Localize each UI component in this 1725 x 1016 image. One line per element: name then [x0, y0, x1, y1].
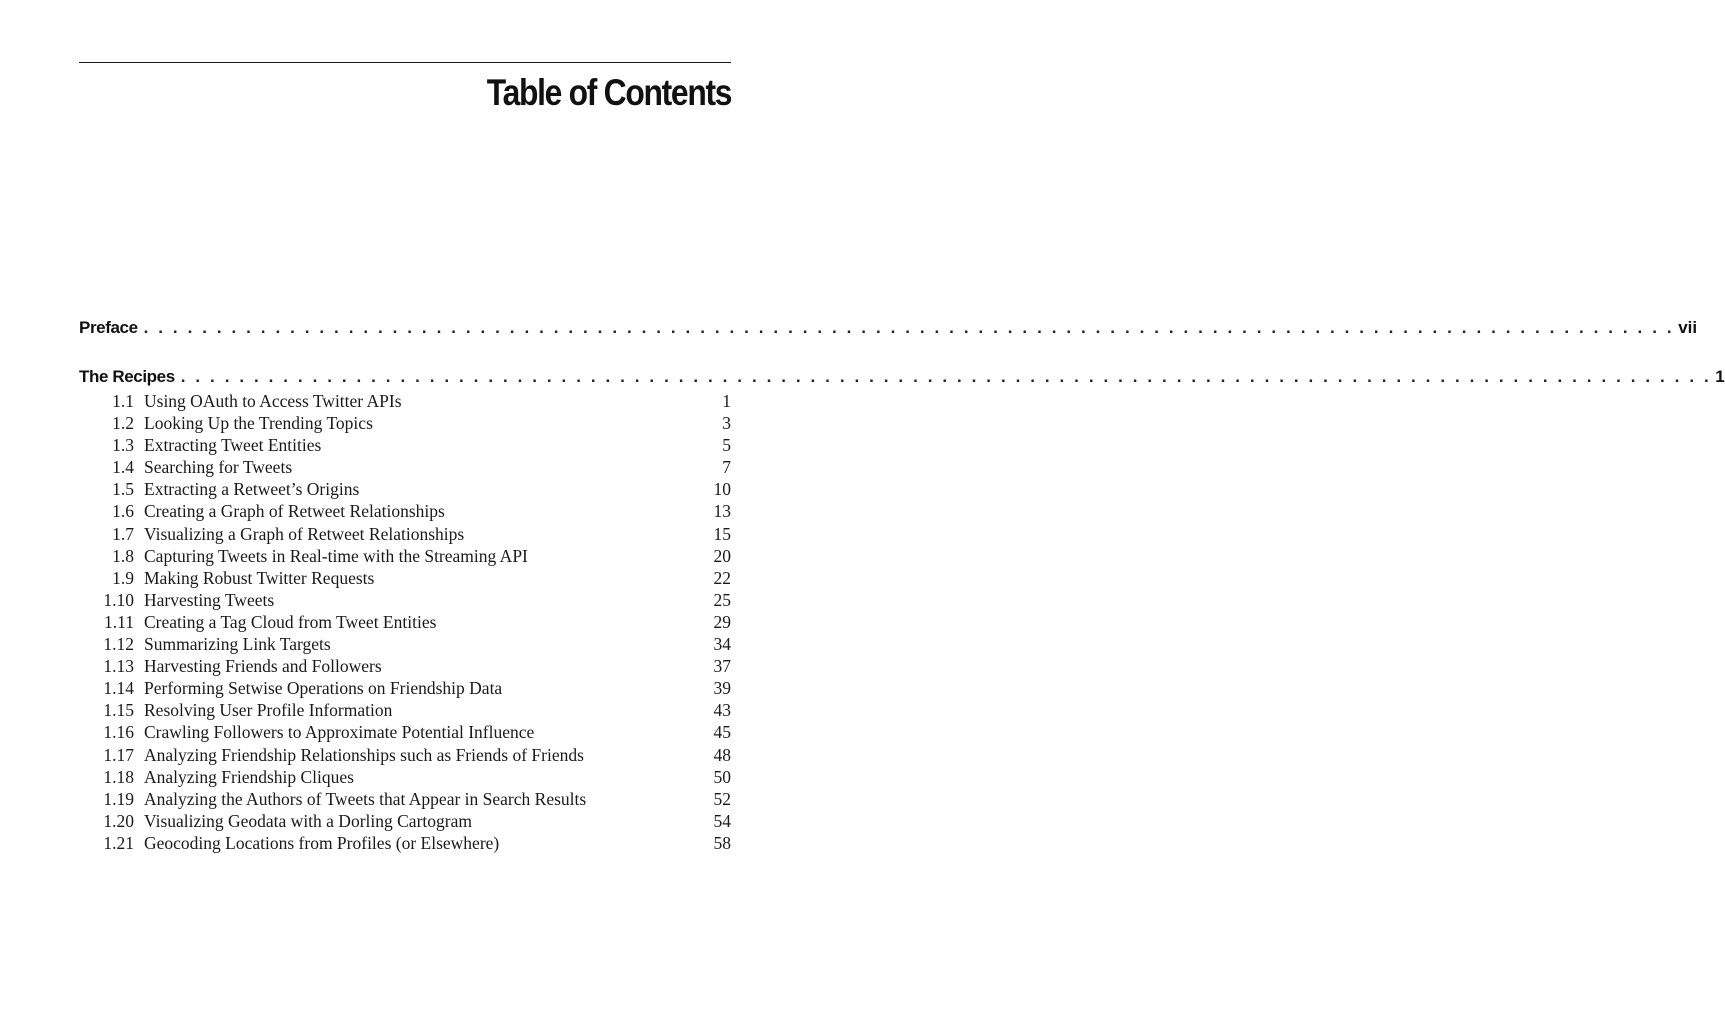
toc-entry[interactable]: [79, 789, 731, 811]
toc-entry[interactable]: [79, 656, 731, 678]
section-title: Making Robust Twitter Requests: [144, 567, 375, 588]
section-number: 1.10: [103, 589, 134, 610]
toc-entry[interactable]: [79, 501, 731, 523]
section-page: 50: [713, 766, 731, 787]
section-number: 1.13: [103, 656, 134, 677]
section-title: Capturing Tweets in Real-time with the Streaming API: [144, 545, 528, 566]
section-number: 1.5: [112, 479, 134, 500]
toc-entry[interactable]: [79, 833, 731, 855]
section-title: Visualizing a Graph of Retweet Relationships: [144, 523, 465, 544]
section-title: Analyzing the Authors of Tweets that Appear in Search Results: [144, 788, 587, 809]
section-number: 1.6: [112, 501, 134, 522]
section-number: 1.3: [112, 435, 134, 456]
toc-entry[interactable]: [79, 767, 731, 789]
section-number: 1.16: [103, 722, 134, 743]
chapter-page: vii: [1678, 318, 1698, 337]
section-page: 52: [713, 788, 731, 809]
section-title: Using OAuth to Access Twitter APIs: [144, 391, 402, 411]
section-page: 39: [713, 678, 731, 699]
section-number: 1.21: [103, 832, 134, 853]
section-page: 54: [713, 810, 731, 831]
section-number: 1.8: [112, 545, 134, 566]
section-number: 1.19: [103, 788, 134, 809]
section-number: 1.11: [104, 611, 134, 632]
section-title: Geocoding Locations from Profiles (or Elsewhere): [144, 832, 500, 853]
section-title: Creating a Graph of Retweet Relationships: [144, 501, 445, 522]
toc-chapter-the-recipes[interactable]: [79, 367, 1725, 389]
section-title: Resolving User Profile Information: [144, 700, 393, 721]
header-rule: [79, 62, 731, 63]
chapter-title: The Recipes: [79, 367, 175, 386]
toc-entry[interactable]: [79, 722, 731, 744]
toc-entry[interactable]: [79, 568, 731, 590]
section-page: 43: [713, 700, 731, 721]
section-page: 7: [722, 457, 731, 478]
toc-entry[interactable]: [79, 634, 731, 656]
section-page: 34: [713, 634, 731, 655]
chapter-title: Preface: [79, 318, 138, 337]
section-page: 5: [722, 435, 731, 456]
toc-entry[interactable]: [79, 811, 731, 833]
section-title: Extracting a Retweet’s Origins: [144, 479, 360, 500]
toc-entry[interactable]: [79, 413, 731, 435]
section-number: 1.9: [112, 567, 134, 588]
toc-entry[interactable]: [79, 546, 731, 568]
toc-section-list: [79, 391, 731, 855]
section-page: 1: [722, 391, 731, 411]
section-number: 1.20: [103, 810, 134, 831]
section-number: 1.2: [112, 413, 134, 434]
toc-entry[interactable]: [79, 590, 731, 612]
section-number: 1.15: [103, 700, 134, 721]
toc-chapter-preface[interactable]: [79, 318, 1698, 340]
section-title: Visualizing Geodata with a Dorling Cartogram: [144, 810, 472, 831]
section-page: 25: [713, 589, 731, 610]
section-page: 48: [713, 744, 731, 765]
toc-entry[interactable]: [79, 700, 731, 722]
section-number: 1.7: [112, 523, 134, 544]
toc-entry[interactable]: [79, 678, 731, 700]
section-title: Analyzing Friendship Cliques: [144, 766, 354, 787]
section-number: 1.18: [103, 766, 134, 787]
section-title: Harvesting Tweets: [144, 589, 275, 610]
section-number: 1.17: [103, 744, 134, 765]
page-title: Table of Contents: [486, 72, 731, 113]
section-page: 29: [713, 611, 731, 632]
section-page: 15: [713, 523, 731, 544]
toc-entry[interactable]: [79, 479, 731, 501]
section-title: Harvesting Friends and Followers: [144, 656, 382, 677]
section-number: 1.1: [112, 391, 134, 411]
section-number: 1.4: [112, 457, 134, 478]
dot-leader: . . . . . . . . . . . . . . . . . . . . . . . . . . . . . . . . . . . . . . . . . . . . . . . . . . . . . . . . . . . . . . . . . . . . . . . . . . . . . . . . . . . . . . . . . . . . . . . . . . . . . . . . .: [180, 367, 1712, 386]
section-page: 37: [713, 656, 731, 677]
section-title: Crawling Followers to Approximate Potential Influence: [144, 722, 535, 743]
section-number: 1.12: [103, 634, 134, 655]
section-title: Searching for Tweets: [144, 457, 293, 478]
chapter-page: 1: [1715, 367, 1725, 386]
dot-leader: . . . . . . . . . . . . . . . . . . . . . . . . . . . . . . . . . . . . . . . . . . . . . . . . . . . . . . . . . . . . . . . . . . . . . . . . . . . . . . . . . . . . . . . . . . . . . . . . . . . . . . . . .: [143, 318, 1675, 337]
toc-entry[interactable]: [79, 435, 731, 457]
toc-entry[interactable]: [79, 524, 731, 546]
section-page: 45: [713, 722, 731, 743]
toc-entry[interactable]: [79, 745, 731, 767]
section-title: Summarizing Link Targets: [144, 634, 331, 655]
section-page: 22: [713, 567, 731, 588]
section-page: 20: [713, 545, 731, 566]
section-page: 58: [713, 832, 731, 853]
section-title: Performing Setwise Operations on Friendship Data: [144, 678, 503, 699]
section-title: Looking Up the Trending Topics: [144, 413, 373, 434]
toc-entry[interactable]: [79, 457, 731, 479]
section-page: 3: [722, 413, 731, 434]
section-title: Analyzing Friendship Relationships such as Friends of Friends: [144, 744, 584, 765]
section-title: Extracting Tweet Entities: [144, 435, 322, 456]
section-title: Creating a Tag Cloud from Tweet Entities: [144, 611, 437, 632]
section-page: 10: [713, 479, 731, 500]
section-page: 13: [713, 501, 731, 522]
toc-entry[interactable]: [79, 391, 731, 413]
toc-entry[interactable]: [79, 612, 731, 634]
section-number: 1.14: [103, 678, 134, 699]
